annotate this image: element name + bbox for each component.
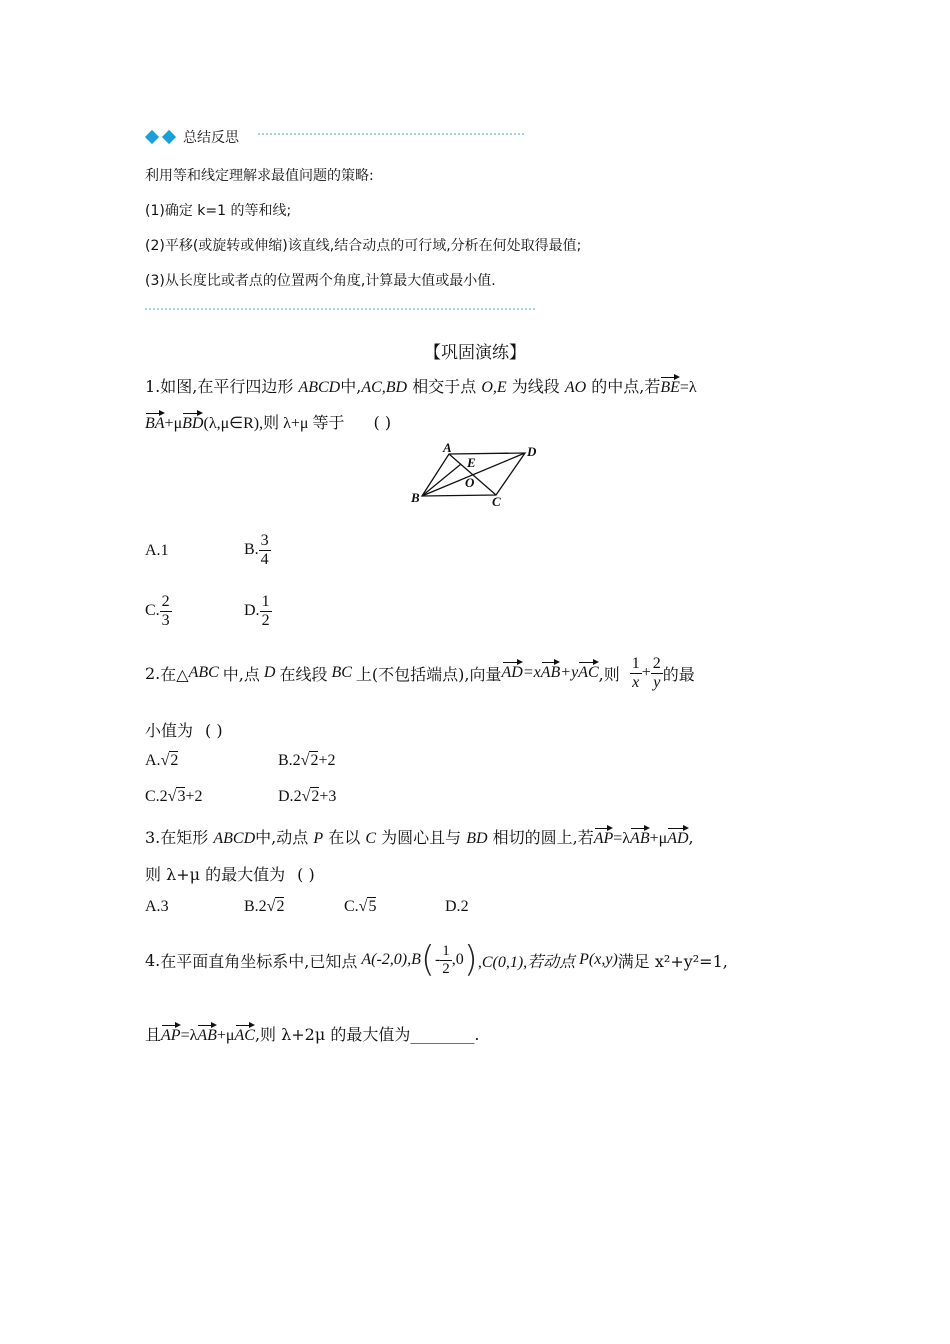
vector-ab: AB [197, 1027, 217, 1044]
q1-option-a[interactable]: A.1 [145, 542, 169, 559]
q1-text: 如图,在平行四边形 [160, 377, 294, 396]
sqrt-symbol: √2 [160, 752, 179, 769]
label-d: D [527, 444, 537, 459]
q1-text: 为线段 [511, 377, 560, 396]
label-o: O [465, 475, 475, 490]
segment-be [422, 464, 461, 496]
right-paren: ) [463, 939, 478, 980]
vector-ad: AD [501, 664, 523, 682]
fraction-2-over-y: $\frac{2}{y}$ [652, 655, 661, 691]
q2-option-c[interactable]: C.2√3+2 [145, 788, 203, 805]
fraction-1-over-2: $\frac{1}{2}$ [442, 943, 450, 977]
q1-text: 的中点,若 [591, 377, 661, 396]
q1-acbd: AC,BD [361, 379, 408, 396]
vector-ab: AB [540, 664, 561, 682]
q2-answer-blank: ( ) [205, 721, 223, 740]
summary-top-divider [258, 133, 524, 135]
q1-line-2 [145, 410, 391, 433]
vector-ab: AB [630, 830, 650, 847]
fraction-1-over-x: $\frac{1}{x}$ [631, 655, 640, 691]
summary-line-1: 利用等和线定理解求最值问题的策略: [145, 168, 374, 184]
q1-text: 中, [340, 377, 362, 396]
q1-line-1 [145, 374, 697, 397]
left-paren: ( [420, 939, 435, 980]
vector-ba: BA [145, 415, 165, 432]
vector-ad: AD [667, 830, 689, 847]
label-c: C [492, 494, 501, 509]
q4-answer-blank: ,则 λ+2μ 的最大值为________. [254, 1025, 480, 1044]
q1-option-d[interactable]: D. $\frac{1}{2}$ [244, 593, 270, 629]
q4-line-1: 4. 在平面直角坐标系中,已知点 A(-2,0),B ( - $\frac{1}{2}$ ,0 ) ,C(0,1),若动点 P(x,y) 满足 x²+y²=1, [145, 939, 728, 980]
q3-option-c[interactable]: C.√5 [344, 898, 377, 915]
vector-bd: BD [182, 415, 204, 432]
q1-oe: O,E [481, 379, 507, 396]
summary-line-4: (3)从长度比或者点的位置两个角度,计算最大值或最小值. [145, 273, 496, 289]
q3-option-d[interactable]: D.2 [445, 898, 469, 915]
q1-ao: AO [564, 379, 587, 396]
q3-line-1: 3.在矩形 ABCD中,动点 P 在以 C 为圆心且与 BD 相切的圆上,若AP=λAB+μAD, [145, 828, 694, 847]
q2-option-b[interactable]: B.2√2+2 [278, 752, 336, 769]
vector-be: BE [660, 379, 680, 396]
q3-option-a[interactable]: A.3 [145, 898, 169, 915]
q1-abcd: ABCD [298, 379, 341, 396]
vector-ap: AP [161, 1027, 181, 1044]
q1-option-c[interactable]: C. $\frac{2}{3}$ [145, 593, 170, 629]
q2-line-2: 小值为 ( ) [145, 721, 223, 740]
q1-option-b[interactable]: B. $\frac{3}{4}$ [244, 532, 269, 568]
label-a: A [443, 440, 452, 455]
q3-line-2: 则 λ+μ 的最大值为 ( ) [145, 865, 315, 884]
q2-option-d[interactable]: D.2√2+3 [278, 788, 337, 805]
q1-number: 1. [145, 377, 161, 396]
summary-title: 总结反思 [183, 130, 239, 146]
summary-line-3: (2)平移(或旋转或伸缩)该直线,结合动点的可行域,分析在何处取得最值; [145, 238, 582, 254]
q3-answer-blank: ( ) [297, 865, 315, 884]
label-e: E [467, 455, 476, 470]
q4-line-2: 且AP=λAB+μAC,则 λ+2μ 的最大值为________. [145, 1025, 480, 1044]
summary-line-2: (1)确定 k=1 的等和线; [145, 203, 292, 219]
q1-condition: (λ,μ∈R),则 λ+μ 等于 [203, 415, 345, 432]
parallelogram-figure [405, 440, 545, 512]
q3-option-b[interactable]: B.2√2 [244, 898, 285, 915]
summary-bottom-divider [145, 308, 535, 310]
q1-text: 相交于点 [412, 377, 477, 396]
vector-ap: AP [593, 830, 614, 847]
label-b: B [411, 490, 420, 505]
q1-eq: =λ [679, 379, 697, 396]
q2-line-1: 2. 在△ ABC 中,点 D 在线段 BC 上(不包括端点),向量 AD =x AB +y AC ,则 $\frac{1}{x}$ + $\frac{2}{y}$ 的最 [145, 655, 695, 691]
diamond-icon [145, 130, 159, 144]
summary-header [145, 126, 239, 148]
q1-plus: +μ [164, 415, 183, 432]
vector-ac: AC [578, 664, 599, 682]
diamond-icon [162, 130, 176, 144]
vector-ac: AC [234, 1027, 255, 1044]
q2-option-a[interactable]: A.√2 [145, 752, 179, 769]
section-title: 【巩固演练】 [424, 343, 526, 363]
q1-answer-blank: ( ) [373, 413, 392, 432]
